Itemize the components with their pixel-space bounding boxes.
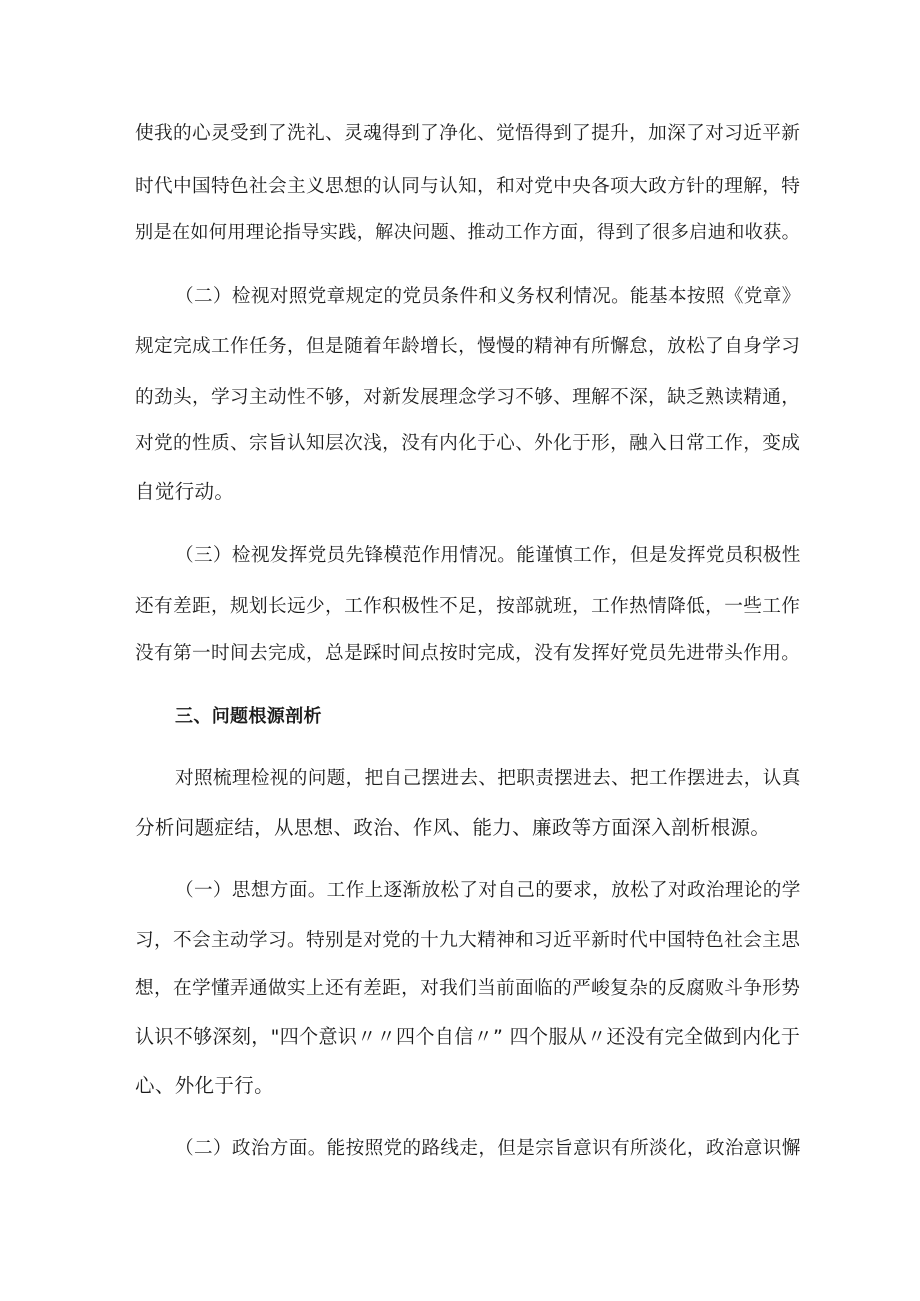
text-line: 使我的心灵受到了洗礼、灵魂得到了净化、觉悟得到了提升，加深了对习近平新 (135, 123, 801, 144)
text-line: 还有差距，规划长远少，工作积极性不足，按部就班，工作热情降低，一些工作 (135, 596, 801, 617)
heading-text: 三、问题根源剖析 (175, 706, 322, 727)
text-line: 别是在如何用理论指导实践，解决问题、推动工作方面，得到了很多启迪和收获。 (135, 222, 801, 243)
text-line: 想，在学懂弄通做实上还有差距，对我们当前面临的严峻复杂的反腐败斗争形势 (135, 978, 801, 999)
text-line: 习，不会主动学习。特别是对党的十九大精神和习近平新时代中国特色社会主思 (135, 930, 801, 951)
text-line: 自觉行动。 (135, 480, 235, 503)
text-line: 规定完成工作任务，但是随着年龄增长，慢慢的精神有所懈怠，放松了自身学习 (135, 336, 801, 357)
text-line: 的劲头，学习主动性不够，对新发展理念学习不够、理解不深，缺乏熟读精通， (135, 387, 801, 408)
text-line: （一）思想方面。工作上逐渐放松了对自己的要求，放松了对政治理论的学 (175, 880, 801, 901)
text-line: 认识不够深刻，"四个意识〃〃四个自信〃” 四个服从〃还没有完全做到内化于 (135, 1026, 801, 1048)
text-line: 心、外化于行。 (135, 1074, 274, 1097)
text-line: 没有第一时间去完成，总是踩时间点按时完成，没有发挥好党员先进带头作用。 (135, 643, 801, 664)
text-line: 时代中国特色社会主义思想的认同与认知，和对党中央各项大政方针的理解，特 (135, 176, 801, 197)
text-line: （二）检视对照党章规定的党员条件和义务权利情况。能基本按照《党章》 (175, 286, 801, 307)
text-line: （三）检视发挥党员先锋模范作用情况。能谨慎工作，但是发挥党员积极性 (175, 545, 801, 566)
text-line: 对照梳理检视的问题，把自己摆进去、把职责摆进去、把工作摆进去，认真 (175, 768, 801, 789)
text-line: 对党的性质、宗旨认知层次浅，没有内化于心、外化于形，融入日常工作，变成 (135, 433, 801, 454)
text-line: （二）政治方面。能按照党的路线走，但是宗旨意识有所淡化，政治意识懈 (175, 1138, 801, 1159)
text-line: 分析问题症结，从思想、政治、作风、能力、廉政等方面深入剖析根源。 (135, 816, 771, 839)
